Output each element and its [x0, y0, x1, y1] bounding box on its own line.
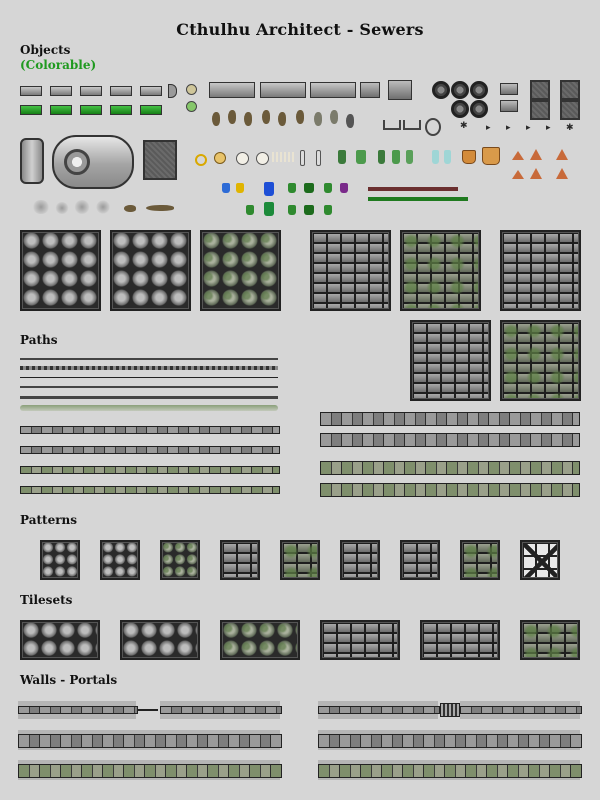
porthole-icon: [64, 149, 90, 175]
wall-swatch[interactable]: [318, 706, 440, 714]
tileset-swatch[interactable]: [120, 620, 200, 660]
pipe-icon[interactable]: [260, 82, 306, 98]
rat-icon[interactable]: [212, 112, 220, 126]
gear-icon[interactable]: [470, 81, 488, 99]
debris-icon[interactable]: [124, 205, 136, 212]
tile-swatch[interactable]: [410, 320, 491, 401]
pizza-icon[interactable]: [530, 168, 542, 179]
can-icon[interactable]: [304, 183, 314, 193]
wall-swatch[interactable]: [318, 764, 582, 778]
path-swatch[interactable]: [320, 483, 580, 497]
pipe-joint-icon[interactable]: [360, 82, 380, 98]
spider-icon[interactable]: ✱: [460, 121, 468, 131]
pattern-swatch[interactable]: [400, 540, 440, 580]
page-title: Cthulhu Architect - Sewers: [176, 20, 424, 39]
dust-icon[interactable]: [55, 202, 69, 214]
tileset-swatch[interactable]: [220, 620, 300, 660]
tileset-swatch[interactable]: [420, 620, 500, 660]
pipe-icon[interactable]: [310, 82, 356, 98]
section-paths-heading: Paths: [20, 333, 58, 347]
tile-swatch[interactable]: [500, 230, 581, 311]
pattern-swatch[interactable]: [280, 540, 320, 580]
ring-icon[interactable]: [425, 118, 441, 136]
wall-swatch[interactable]: [318, 734, 582, 748]
bottle-icon[interactable]: [338, 150, 346, 164]
section-tilesets-heading: Tilesets: [20, 593, 73, 607]
wall-swatch[interactable]: [460, 706, 582, 714]
wall-swatch[interactable]: [160, 706, 282, 714]
can-icon[interactable]: [324, 205, 332, 215]
tile-swatch[interactable]: [310, 230, 391, 311]
path-swatch[interactable]: [20, 358, 278, 360]
bracket-icon[interactable]: [403, 120, 421, 130]
pizza-icon[interactable]: [530, 149, 542, 160]
pizza-icon[interactable]: [512, 151, 524, 160]
section-objects-colorable-note: (Colorable): [20, 58, 97, 72]
pattern-swatch[interactable]: [40, 540, 80, 580]
pipe-icon[interactable]: [50, 105, 72, 115]
sack-icon[interactable]: [482, 147, 500, 165]
path-swatch[interactable]: [20, 396, 278, 399]
pipe-icon[interactable]: [50, 86, 72, 96]
dust-icon[interactable]: [96, 200, 110, 214]
can-icon[interactable]: [264, 182, 274, 196]
plank-icon[interactable]: [368, 197, 468, 201]
portal-swatch[interactable]: [138, 709, 158, 711]
grate-icon[interactable]: [560, 100, 580, 120]
hatch-icon[interactable]: [388, 80, 412, 100]
wall-swatch[interactable]: [18, 734, 282, 748]
can-icon[interactable]: [222, 183, 230, 193]
path-swatch[interactable]: [20, 405, 278, 411]
valve-icon[interactable]: [186, 101, 197, 112]
pizza-icon[interactable]: [512, 170, 524, 179]
section-walls-portals-heading: Walls - Portals: [20, 673, 118, 687]
tile-swatch[interactable]: [500, 320, 581, 401]
glass-shard-icon[interactable]: [444, 150, 451, 164]
bone-icon[interactable]: [300, 150, 305, 166]
path-swatch[interactable]: [320, 412, 580, 426]
bug-icon[interactable]: ▸: [546, 123, 551, 133]
debris-icon[interactable]: [146, 205, 174, 211]
bottle-icon[interactable]: [392, 150, 400, 164]
worm-icon[interactable]: [346, 114, 354, 128]
bug-icon[interactable]: ▸: [506, 123, 511, 133]
pipe-icon[interactable]: [80, 86, 102, 96]
gear-icon[interactable]: [470, 100, 488, 118]
can-icon[interactable]: [324, 183, 332, 193]
cup-icon[interactable]: [462, 150, 476, 164]
path-swatch[interactable]: [320, 461, 580, 475]
rat-icon[interactable]: [228, 110, 236, 124]
skull-icon[interactable]: [236, 152, 249, 165]
bug-icon[interactable]: ✱: [566, 123, 574, 133]
hatch-icon[interactable]: [143, 140, 177, 180]
pipe-icon[interactable]: [140, 86, 162, 96]
path-swatch[interactable]: [20, 386, 278, 388]
grate-icon[interactable]: [560, 80, 580, 100]
pattern-swatch[interactable]: [520, 540, 560, 580]
pizza-icon[interactable]: [556, 149, 568, 160]
plank-icon[interactable]: [368, 187, 458, 191]
bug-icon[interactable]: ▸: [486, 123, 491, 133]
can-icon[interactable]: [340, 183, 348, 193]
path-swatch[interactable]: [20, 377, 278, 378]
glass-shard-icon[interactable]: [432, 150, 439, 164]
can-icon[interactable]: [288, 183, 296, 193]
gear-icon[interactable]: [432, 81, 450, 99]
rat-icon[interactable]: [244, 112, 252, 126]
pipe-icon[interactable]: [20, 105, 42, 115]
pipe-icon[interactable]: [110, 86, 132, 96]
gear-icon[interactable]: [451, 100, 469, 118]
tile-swatch[interactable]: [110, 230, 191, 311]
pipe-icon[interactable]: [20, 86, 42, 96]
bug-icon[interactable]: ▸: [526, 123, 531, 133]
bottle-icon[interactable]: [406, 150, 413, 164]
grate-icon[interactable]: [530, 80, 550, 100]
section-patterns-heading: Patterns: [20, 513, 77, 527]
path-swatch[interactable]: [20, 446, 280, 454]
rat-icon[interactable]: [296, 110, 304, 124]
vent-icon[interactable]: [500, 100, 518, 112]
can-icon[interactable]: [304, 205, 314, 215]
portal-swatch[interactable]: [440, 703, 460, 717]
pipe-icon[interactable]: [80, 105, 102, 115]
tank-icon[interactable]: [52, 135, 134, 189]
cylinder-tank-icon[interactable]: [20, 138, 44, 184]
can-icon[interactable]: [246, 205, 254, 215]
bottle-icon[interactable]: [356, 150, 366, 164]
tileset-swatch[interactable]: [20, 620, 100, 660]
pattern-swatch[interactable]: [160, 540, 200, 580]
rat-icon[interactable]: [314, 112, 322, 126]
vent-icon[interactable]: [500, 83, 518, 95]
path-swatch[interactable]: [320, 433, 580, 447]
rat-icon[interactable]: [330, 110, 338, 124]
rat-icon[interactable]: [262, 110, 270, 124]
dust-icon[interactable]: [32, 200, 50, 214]
valve-icon[interactable]: [186, 84, 197, 95]
lantern-icon[interactable]: [214, 152, 226, 164]
pipe-icon[interactable]: [110, 105, 132, 115]
pizza-icon[interactable]: [556, 168, 568, 179]
pipe-icon[interactable]: [209, 82, 255, 98]
section-objects-heading: Objects: [20, 43, 71, 57]
bone-icon[interactable]: [272, 152, 294, 162]
skull-icon[interactable]: [256, 152, 269, 165]
wall-swatch[interactable]: [18, 764, 282, 778]
can-icon[interactable]: [288, 205, 296, 215]
path-swatch[interactable]: [20, 466, 280, 474]
path-swatch[interactable]: [20, 426, 280, 434]
tile-swatch[interactable]: [400, 230, 481, 311]
pipe-end-icon[interactable]: [168, 84, 177, 98]
pipe-icon[interactable]: [140, 105, 162, 115]
can-icon[interactable]: [264, 202, 274, 216]
rat-icon[interactable]: [278, 112, 286, 126]
gear-icon[interactable]: [451, 81, 469, 99]
bottle-icon[interactable]: [378, 150, 385, 164]
wall-swatch[interactable]: [18, 706, 138, 714]
dust-icon[interactable]: [74, 200, 90, 214]
tile-swatch[interactable]: [200, 230, 281, 311]
bone-icon[interactable]: [316, 150, 321, 166]
pattern-swatch[interactable]: [460, 540, 500, 580]
pattern-swatch[interactable]: [340, 540, 380, 580]
path-swatch[interactable]: [20, 486, 280, 494]
lamp-icon[interactable]: [195, 154, 207, 166]
can-icon[interactable]: [236, 183, 244, 193]
tileset-swatch[interactable]: [520, 620, 580, 660]
pattern-swatch[interactable]: [100, 540, 140, 580]
tile-swatch[interactable]: [20, 230, 101, 311]
grate-icon[interactable]: [530, 100, 550, 120]
bracket-icon[interactable]: [383, 120, 401, 130]
path-swatch[interactable]: [20, 366, 278, 370]
tileset-swatch[interactable]: [320, 620, 400, 660]
pattern-swatch[interactable]: [220, 540, 260, 580]
